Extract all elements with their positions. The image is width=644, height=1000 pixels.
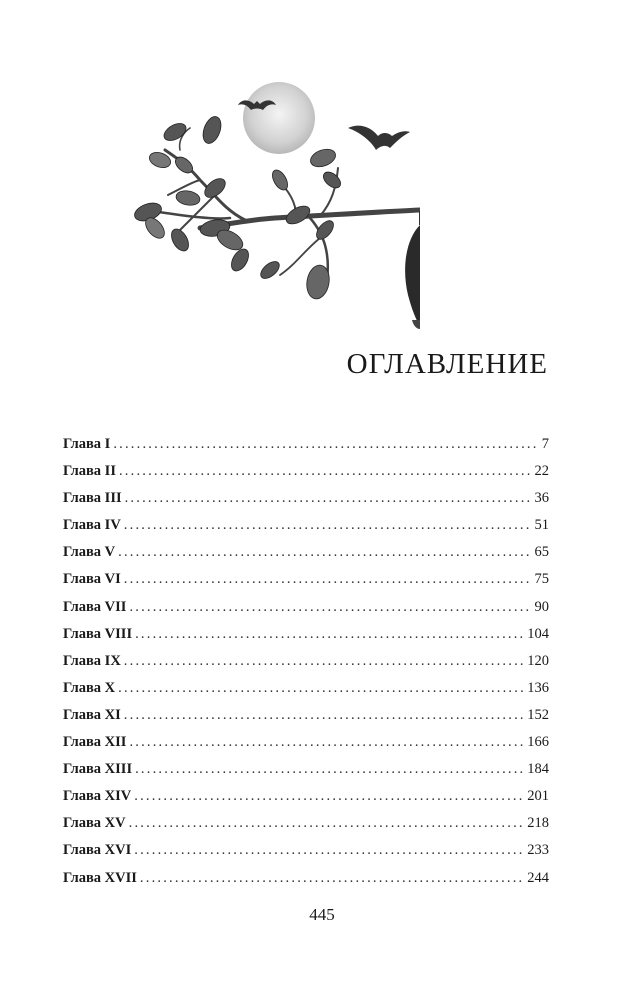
toc-page-number: 7 <box>541 436 549 452</box>
toc-chapter-label: Глава XIII <box>63 761 133 778</box>
toc-page-number: 184 <box>527 761 549 778</box>
toc-entry[interactable] <box>63 599 549 626</box>
toc-page-number: 51 <box>534 517 549 534</box>
toc-chapter-label: Глава XVII <box>63 869 137 886</box>
toc-chapter-label: Глава XVI <box>63 842 132 859</box>
toc-page-number: 218 <box>527 815 549 832</box>
toc-chapter-label: Глава VIII <box>63 625 133 642</box>
toc-entry[interactable] <box>63 653 549 680</box>
leaf-icon <box>283 202 313 227</box>
toc-entry[interactable] <box>63 490 549 517</box>
leaf-icon <box>313 218 336 243</box>
toc-chapter-label: Глава XII <box>63 734 127 751</box>
dot-leader <box>124 517 532 534</box>
dot-leader <box>129 815 525 832</box>
toc-page-number: 244 <box>527 869 549 886</box>
toc-page-number: 120 <box>527 652 549 669</box>
toc-chapter-label: Глава I <box>63 436 111 452</box>
dot-leader <box>119 463 532 480</box>
leaf-icon <box>168 226 192 254</box>
toc-entry[interactable] <box>63 788 549 815</box>
dot-leader <box>134 842 524 859</box>
moon-icon <box>243 82 315 154</box>
leaf-icon <box>228 246 252 274</box>
bat-icon <box>348 126 410 150</box>
leaf-icon <box>200 114 225 146</box>
toc-page-number: 22 <box>534 463 549 480</box>
toc-entry[interactable] <box>63 463 549 490</box>
toc-entry[interactable] <box>63 571 549 598</box>
toc-entry[interactable] <box>63 734 549 761</box>
dot-leader <box>124 653 524 670</box>
toc-chapter-label: Глава X <box>63 679 116 696</box>
toc-chapter-label: Глава V <box>63 544 116 561</box>
toc-chapter-label: Глава II <box>63 463 116 480</box>
toc-page-number: 166 <box>527 734 549 751</box>
page-number: 445 <box>309 905 335 924</box>
branch-illustration <box>120 70 420 340</box>
toc-entry[interactable] <box>63 815 549 842</box>
toc-entry[interactable] <box>63 436 549 463</box>
dot-leader <box>118 680 524 697</box>
toc-page-number: 75 <box>534 571 549 588</box>
toc-chapter-label: Глава VII <box>63 598 127 615</box>
toc-entry[interactable] <box>63 761 549 788</box>
dot-leader <box>140 870 524 887</box>
dot-leader <box>118 544 531 561</box>
leaf-icon <box>308 146 338 170</box>
dot-leader <box>113 436 538 453</box>
toc-page-number: 201 <box>527 788 549 805</box>
toc-page-number: 104 <box>527 625 549 642</box>
page-title: ОГЛАВЛЕНИЕ <box>346 348 548 380</box>
dot-leader <box>129 734 524 751</box>
toc-page-number: 36 <box>534 490 549 507</box>
table-of-contents <box>63 436 549 897</box>
toc-chapter-label: Глава IV <box>63 517 121 534</box>
dot-leader <box>135 761 524 778</box>
toc-chapter-label: Глава IX <box>63 652 121 669</box>
hanging-bat-icon <box>405 211 420 329</box>
dot-leader <box>129 599 531 616</box>
toc-chapter-label: Глава XIV <box>63 788 132 805</box>
toc-page-number: 233 <box>527 842 549 859</box>
toc-entry[interactable] <box>63 842 549 869</box>
dot-leader <box>125 490 532 507</box>
leaf-icon <box>320 169 343 191</box>
leaf-icon <box>269 167 290 192</box>
leaf-icon <box>258 258 283 281</box>
toc-page-number: 90 <box>534 598 549 615</box>
dot-leader <box>135 626 524 643</box>
toc-page-number: 152 <box>527 706 549 723</box>
toc-page-number: 136 <box>527 679 549 696</box>
toc-chapter-label: Глава XV <box>63 815 126 832</box>
dot-leader <box>124 707 524 724</box>
toc-chapter-label: Глава XI <box>63 706 121 723</box>
toc-entry[interactable] <box>63 707 549 734</box>
dot-leader <box>134 788 524 805</box>
leaf-icon <box>175 189 201 207</box>
toc-chapter-label: Глава III <box>63 490 122 507</box>
toc-page-number: 65 <box>534 544 549 561</box>
toc-entry[interactable] <box>63 517 549 544</box>
toc-chapter-label: Глава VI <box>63 571 121 588</box>
toc-entry[interactable] <box>63 680 549 707</box>
toc-entry[interactable] <box>63 626 549 653</box>
toc-entry[interactable] <box>63 544 549 571</box>
dot-leader <box>124 571 532 588</box>
toc-entry[interactable] <box>63 870 549 897</box>
leaf-icon <box>161 120 189 144</box>
